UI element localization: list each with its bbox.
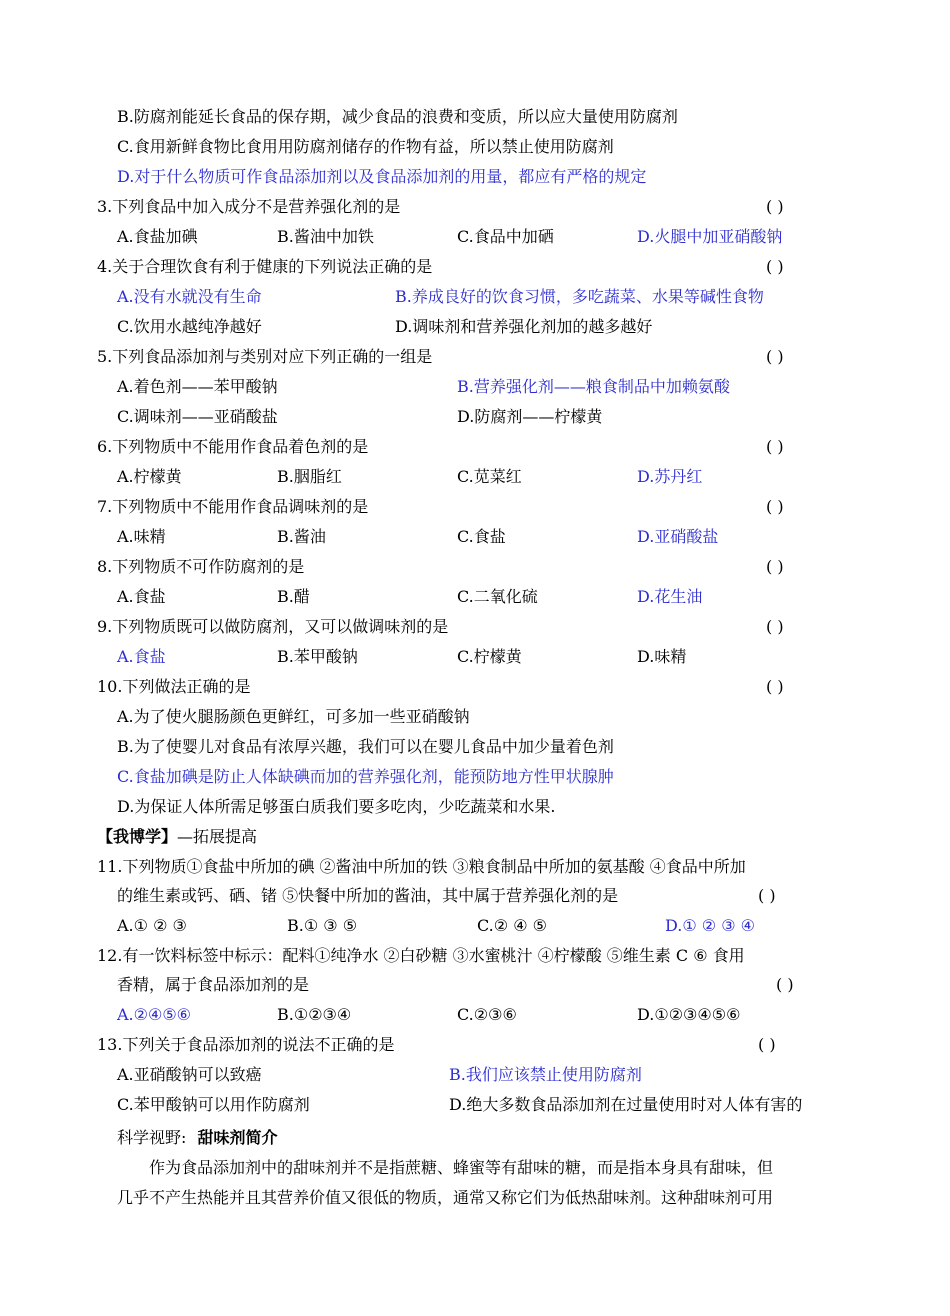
q5-answer-blank: ( ) [766,347,784,366]
q4-option-a: A.没有水就没有生命 [117,287,262,306]
q8-options [117,585,877,609]
reading-label: 科学视野: [117,1128,187,1147]
q10-stem: 10.下列做法正确的是 [97,677,251,696]
q7-option-b: B.酱油 [277,527,326,546]
q5-option-a: A.着色剂——苯甲酸钠 [117,377,278,396]
section-header [97,825,257,849]
q5-stem: 5.下列食品添加剂与类别对应下列正确的一组是 [97,347,433,366]
q8-stem: 8.下列物质不可作防腐剂的是 [97,557,305,576]
q7-option-a: A.味精 [117,527,166,546]
q8-option-b: B.醋 [277,587,310,606]
q12-stem-line2: 香精，属于食品添加剂的是 [117,975,310,994]
q4-options-row1 [117,285,877,309]
q12-option-d: D.①②③④⑤⑥ [637,1005,741,1024]
q13-stem: 13.下列关于食品添加剂的说法不正确的是 [97,1035,395,1054]
q4-option-d: D.调味剂和营养强化剂加的越多越好 [395,317,653,336]
q11-stem-line1: 11.下列物质①食盐中所加的碘 ②酱油中所加的铁 ③粮食制品中所加的氨基酸 ④食品中所加 [97,857,746,876]
q10-answer-blank: ( ) [766,677,784,696]
q5-options-row2 [117,405,877,429]
q9-option-a: A.食盐 [117,647,166,666]
q8-option-c: C.二氧化硫 [457,587,538,606]
q2-option-c: C.食用新鲜食物比食用用防腐剂储存的作物有益，所以禁止使用防腐剂 [117,137,614,156]
q4-stem: 4.关于合理饮食有利于健康的下列说法正确的是 [97,257,433,276]
reading-paragraph-line2: 几乎不产生热能并且其营养价值又很低的物质，通常又称它们为低热甜味剂。这种甜味剂可用 [117,1188,774,1207]
q3-option-b: B.酱油中加铁 [277,227,374,246]
q3-option-d: D.火腿中加亚硝酸钠 [637,227,783,246]
q3-answer-blank: ( ) [766,197,784,216]
q9-options [117,645,877,669]
q7-option-c: C.食盐 [457,527,506,546]
q11-option-c: C.② ④ ⑤ [477,916,547,935]
q4-options-row2 [117,315,877,339]
q13-options-row2 [117,1093,877,1117]
q4-option-b: B.养成良好的饮食习惯，多吃蔬菜、水果等碱性食物 [395,287,764,306]
q4-option-c: C.饮用水越纯净越好 [117,317,262,336]
q13-answer-blank: ( ) [758,1035,776,1054]
q5-option-b: B.营养强化剂——粮食制品中加赖氨酸 [457,377,730,396]
q12-option-a: A.②④⑤⑥ [117,1005,192,1024]
q3-stem: 3.下列食品中加入成分不是营养强化剂的是 [97,197,401,216]
q5-options-row1 [117,375,877,399]
q3-option-a: A.食盐加碘 [117,227,198,246]
q13-option-c: C.苯甲酸钠可以用作防腐剂 [117,1095,310,1114]
q8-option-a: A.食盐 [117,587,166,606]
q8-option-d: D.花生油 [637,587,703,606]
q11-answer-blank: ( ) [758,886,776,905]
q9-option-c: C.柠檬黄 [457,647,522,666]
q10-option-a: A.为了使火腿肠颜色更鲜红，可多加一些亚硝酸钠 [117,707,470,726]
q12-options [117,1003,877,1027]
q7-option-d: D.亚硝酸盐 [637,527,719,546]
q9-option-d: D.味精 [637,647,687,666]
q12-answer-blank: ( ) [776,975,794,994]
reading-title: 甜味剂简介 [197,1128,278,1147]
q9-stem: 9.下列物质既可以做防腐剂，又可以做调味剂的是 [97,617,449,636]
q12-option-c: C.②③⑥ [457,1005,517,1024]
q6-option-a: A.柠檬黄 [117,467,182,486]
q6-option-c: C.苋菜红 [457,467,522,486]
q7-stem: 7.下列物质中不能用作食品调味剂的是 [97,497,369,516]
q6-option-b: B.胭脂红 [277,467,342,486]
q9-answer-blank: ( ) [766,617,784,636]
q6-answer-blank: ( ) [766,437,784,456]
q13-option-d: D.绝大多数食品添加剂在过量使用时对人体有害的 [449,1095,803,1114]
q11-option-a: A.① ② ③ [117,916,187,935]
q13-option-a: A.亚硝酸钠可以致癌 [117,1065,262,1084]
q12-stem-line1: 12.有一饮料标签中标示：配料①纯净水 ②白砂糖 ③水蜜桃汁 ④柠檬酸 ⑤维生素 C ⑥ 食用 [97,946,745,965]
q5-option-d: D.防腐剂——柠檬黄 [457,407,603,426]
q9-option-b: B.苯甲酸钠 [277,647,358,666]
q3-option-c: C.食品中加硒 [457,227,554,246]
q6-option-d: D.苏丹红 [637,467,703,486]
section-subtitle: —拓展提高 [177,827,258,846]
q12-option-b: B.①②③④ [277,1005,352,1024]
q7-options [117,525,877,549]
q11-option-b: B.① ③ ⑤ [287,916,358,935]
q2-option-d: D.对于什么物质可作食品添加剂以及食品添加剂的用量，都应有严格的规定 [117,167,647,186]
q11-options [117,914,877,938]
section-title: 【我博学】 [97,827,178,846]
reading-paragraph-line1: 作为食品添加剂中的甜味剂并不是指蔗糖、蜂蜜等有甜味的糖，而是指本身具有甜味，但 [149,1158,774,1177]
q4-answer-blank: ( ) [766,257,784,276]
q7-answer-blank: ( ) [766,497,784,516]
q13-options-row1 [117,1063,877,1087]
q10-option-b: B.为了使婴儿对食品有浓厚兴趣，我们可以在婴儿食品中加少量着色剂 [117,737,614,756]
q8-answer-blank: ( ) [766,557,784,576]
q6-options [117,465,877,489]
reading-header [117,1126,278,1150]
q13-option-b: B.我们应该禁止使用防腐剂 [449,1065,642,1084]
q3-options [117,225,877,249]
q5-option-c: C.调味剂——亚硝酸盐 [117,407,278,426]
q10-option-c: C.食盐加碘是防止人体缺碘而加的营养强化剂，能预防地方性甲状腺肿 [117,767,614,786]
q2-option-b: B.防腐剂能延长食品的保存期，减少食品的浪费和变质，所以应大量使用防腐剂 [117,107,678,126]
q6-stem: 6.下列物质中不能用作食品着色剂的是 [97,437,369,456]
q11-option-d: D.① ② ③ ④ [665,916,755,935]
q11-stem-line2: 的维生素或钙、硒、锗 ⑤快餐中所加的酱油，其中属于营养强化剂的是 [117,886,619,905]
q10-option-d: D.为保证人体所需足够蛋白质我们要多吃肉，少吃蔬菜和水果. [117,797,556,816]
